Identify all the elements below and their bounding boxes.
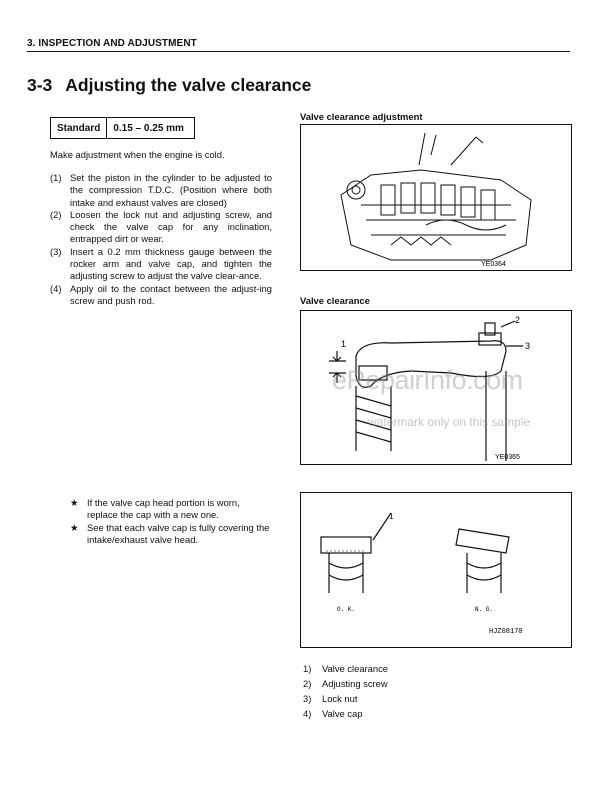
step-number: (4): [50, 282, 62, 294]
callout-1: 1: [389, 512, 394, 521]
standard-table: [50, 117, 195, 139]
step-1: [50, 172, 272, 209]
step-number: (2): [50, 208, 62, 220]
step-3: [50, 246, 272, 283]
watermark-subtext: watermark only on this sample: [368, 415, 531, 429]
legend: [303, 661, 388, 721]
step-number: (3): [50, 245, 62, 257]
section-number: 3-3: [27, 75, 53, 95]
note-text: If the valve cap head portion is worn, replace the cap with a new one.: [87, 497, 240, 521]
header-rule: [27, 51, 570, 52]
figure-code: HJZ08170: [489, 628, 523, 636]
title-text: Adjusting the valve clearance: [65, 75, 312, 95]
figure-valve-cap-check: [300, 492, 572, 648]
callout-1: 1: [341, 339, 347, 349]
legend-text: Valve clearance: [322, 663, 389, 674]
figure-caption-adjustment: Valve clearance adjustment: [300, 111, 423, 122]
standard-value: 0.15 – 0.25 mm: [107, 118, 195, 139]
step-text: Apply oil to the contact between the adjust-ing screw and push rod.: [70, 282, 272, 306]
figure-caption-clearance: Valve clearance: [300, 295, 370, 306]
legend-number: 4): [303, 708, 312, 719]
step-text: Loosen the lock nut and adjusting screw, and check the valve cap for any inclination, entrapped dirt or wear.: [70, 208, 272, 245]
engine-head-illustration: [301, 125, 571, 270]
legend-text: Lock nut: [322, 693, 358, 704]
standard-label: Standard: [51, 118, 107, 139]
procedure-steps: [50, 172, 272, 307]
page-title: [27, 75, 311, 96]
watermark: eRepairInfo.com: [332, 365, 523, 395]
legend-item: [303, 706, 388, 721]
section-header: 3. INSPECTION AND ADJUSTMENT: [27, 38, 197, 49]
figure-valve-adjustment: [300, 124, 572, 271]
star-icon: ★: [70, 521, 79, 533]
legend-text: Adjusting screw: [322, 678, 388, 689]
legend-item: [303, 691, 388, 706]
legend-number: 2): [303, 678, 312, 689]
intro-text: Make adjustment when the engine is cold.: [50, 149, 225, 160]
note-1: [70, 497, 272, 522]
callout-3: 3: [525, 341, 531, 351]
step-text: Insert a 0.2 mm thickness gauge between the rocker arm and valve cap, and tighten the adjusting screw to adjust the valve clear-ance.: [70, 245, 272, 282]
step-number: (1): [50, 172, 62, 183]
valve-cap-illustration: [301, 493, 571, 647]
legend-number: 1): [303, 663, 312, 674]
step-2: [50, 209, 272, 246]
callout-2: 2: [515, 315, 521, 325]
note-text: See that each valve cap is fully covering the intake/exhaust valve head.: [87, 521, 270, 545]
figure-code: YE0365: [495, 454, 520, 461]
note-2: [70, 522, 272, 547]
star-icon: ★: [70, 497, 79, 508]
legend-item: [303, 661, 388, 676]
legend-text: Valve cap: [322, 708, 363, 719]
legend-number: 3): [303, 693, 312, 704]
step-4: [50, 283, 272, 308]
legend-item: [303, 676, 388, 691]
step-text: Set the piston in the cylinder to be adjusted to the compression T.D.C. (Position where both intake and exhaust valves are closed): [70, 172, 272, 208]
figure-code: YE0364: [481, 261, 506, 268]
ok-label: O. K.: [337, 606, 356, 613]
ng-label: N. G.: [475, 606, 494, 613]
notes: [70, 497, 272, 546]
